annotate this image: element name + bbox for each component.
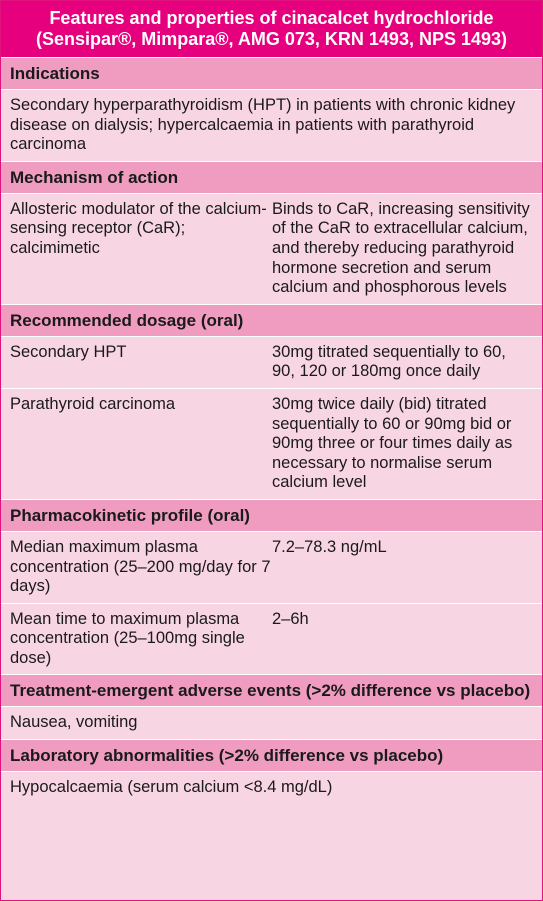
lab-row <box>1 771 542 804</box>
pk-row-tmax <box>1 603 542 675</box>
mechanism-row <box>1 193 542 304</box>
indications-text: Secondary hyperparathyroidism (HPT) in patients with chronic kidney disease on dialysis; hypercalcaemia in patients with parathyroid carcinoma <box>10 96 516 154</box>
mechanism-col1: Allosteric modulator of the calcium-sensing receptor (CaR); calcimimetic <box>10 199 267 257</box>
dosage-row-secondary-hpt <box>1 336 542 388</box>
pk-value: 2–6h <box>272 609 309 628</box>
section-heading-mechanism: Mechanism of action <box>1 161 542 193</box>
indications-row <box>1 89 542 161</box>
pk-label: Median maximum plasma concentration (25–200 mg/day for 7 days) <box>10 537 271 596</box>
pk-row-cmax <box>1 531 542 603</box>
section-heading-dosage: Recommended dosage (oral) <box>1 304 542 336</box>
dosage-value: 30mg titrated sequentially to 60, 90, 120 or 180mg once daily <box>272 342 506 381</box>
lab-text: Hypocalcaemia (serum calcium <8.4 mg/dL) <box>10 778 333 797</box>
dosage-label: Secondary HPT <box>10 342 127 361</box>
adverse-events-text: Nausea, vomiting <box>10 713 138 732</box>
pk-value: 7.2–78.3 ng/mL <box>272 537 387 556</box>
pk-label: Mean time to maximum plasma concentration (25–100mg single dose) <box>10 609 245 667</box>
dosage-row-carcinoma <box>1 388 542 499</box>
title-line-1: Features and properties of cinacalcet hydrochloride <box>49 8 494 28</box>
adverse-events-row <box>1 706 542 739</box>
section-heading-lab: Laboratory abnormalities (>2% difference vs placebo) <box>1 739 542 771</box>
section-heading-pk: Pharmacokinetic profile (oral) <box>1 499 542 531</box>
table-title <box>1 1 542 57</box>
title-line-2: (Sensipar®, Mimpara®, AMG 073, KRN 1493, NPS 1493) <box>35 29 508 49</box>
section-heading-indications: Indications <box>1 57 542 89</box>
mechanism-col2: Binds to CaR, increasing sensitivity of the CaR to extracellular calcium, and thereby reducing parathyroid hormone secretion and serum calcium and phosphorous levels <box>272 199 530 297</box>
dosage-value: 30mg twice daily (bid) titrated sequentially to 60 or 90mg bid or 90mg three or four times daily as necessary to normalise serum calcium level <box>272 394 513 492</box>
section-heading-adverse-events: Treatment-emergent adverse events (>2% difference vs placebo) <box>1 674 542 706</box>
dosage-label: Parathyroid carcinoma <box>10 394 176 413</box>
